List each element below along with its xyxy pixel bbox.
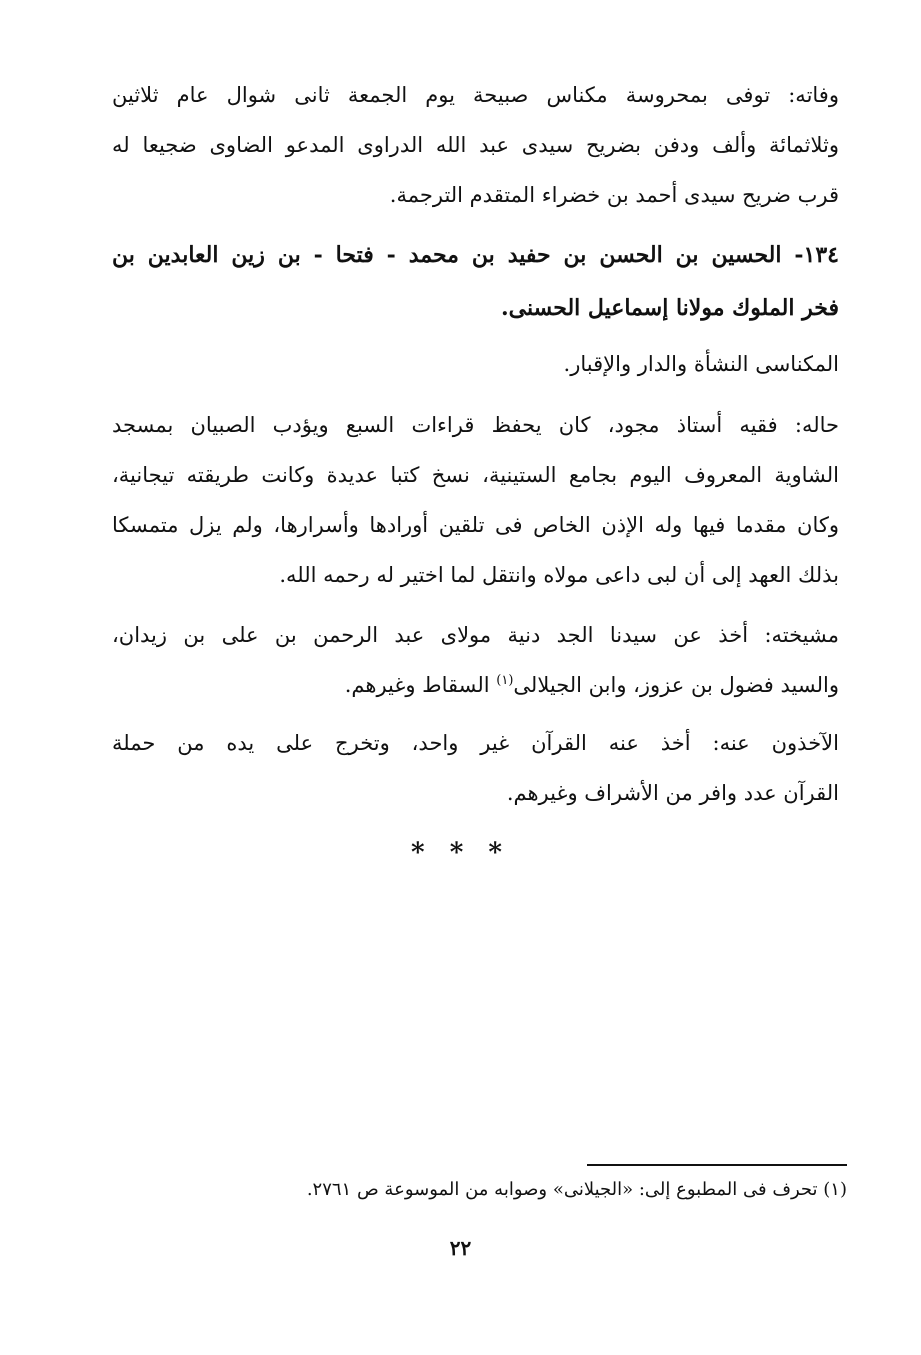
footnote-marker: (١) [496, 673, 514, 688]
entry-heading-line-1: ١٣٤- الحسين بن الحسن بن حفيد بن محمد - فتحا - بن زين العابدين بن [112, 242, 839, 268]
status-line-2: الشاوية المعروف اليوم بجامع الستينية، نسخ كتبا عديدة وكانت طريقته تيجانية، [112, 463, 839, 487]
death-line-3: قرب ضريح سيدى أحمد بن خضراء المتقدم الترجمة. [389, 183, 839, 207]
status-line-4: بذلك العهد إلى أن لبى داعى مولاه وانتقل لما اختير له رحمه الله. [279, 563, 839, 587]
section-separator: * * * [411, 838, 510, 868]
status-line-3: وكان مقدما فيها وله الإذن الخاص فى تلقين أورادها وأسرارها، ولم يزل متمسكا [112, 513, 839, 537]
students-line-2: القرآن عدد وافر من الأشراف وغيرهم. [506, 781, 839, 805]
entry-heading-line-2: فخر الملوك مولانا إسماعيل الحسنى. [500, 295, 839, 321]
status-line-1: حاله: فقيه أستاذ مجود، كان يحفظ قراءات السبع ويؤدب الصبيان بمسجد [112, 413, 839, 437]
students-line-1: الآخذون عنه: أخذ عنه القرآن غير واحد، وتخرج على يده من حملة [112, 731, 839, 755]
death-line-2: وثلاثمائة وألف ودفن بضريح سيدى عبد الله الدراوى المدعو الضاوى ضجيعا له [112, 133, 839, 157]
death-line-1: وفاته: توفى بمحروسة مكناس صبيحة يوم الجمعة ثانى شوال عام ثلاثين [112, 83, 839, 107]
teachers-line-2-end: السقاط وغيرهم. [344, 673, 497, 697]
teachers-line-2 [112, 670, 839, 700]
footnote-rule [587, 1164, 847, 1166]
page-number: ٢٢ [449, 1236, 472, 1260]
teachers-line-1: مشيخته: أخذ عن سيدنا الجد دنية مولاى عبد الرحمن بن على بن زيدان، [112, 623, 839, 647]
footnote-text: (١) تحرف فى المطبوع إلى: «الجيلانى» وصوابه من الموسوعة ص ٢٧٦١. [306, 1179, 847, 1200]
teachers-line-2-start: والسيد فضول بن عزوز، وابن الجيلالى [513, 673, 839, 697]
origin-line: المكناسى النشأة والدار والإقبار. [563, 352, 839, 376]
